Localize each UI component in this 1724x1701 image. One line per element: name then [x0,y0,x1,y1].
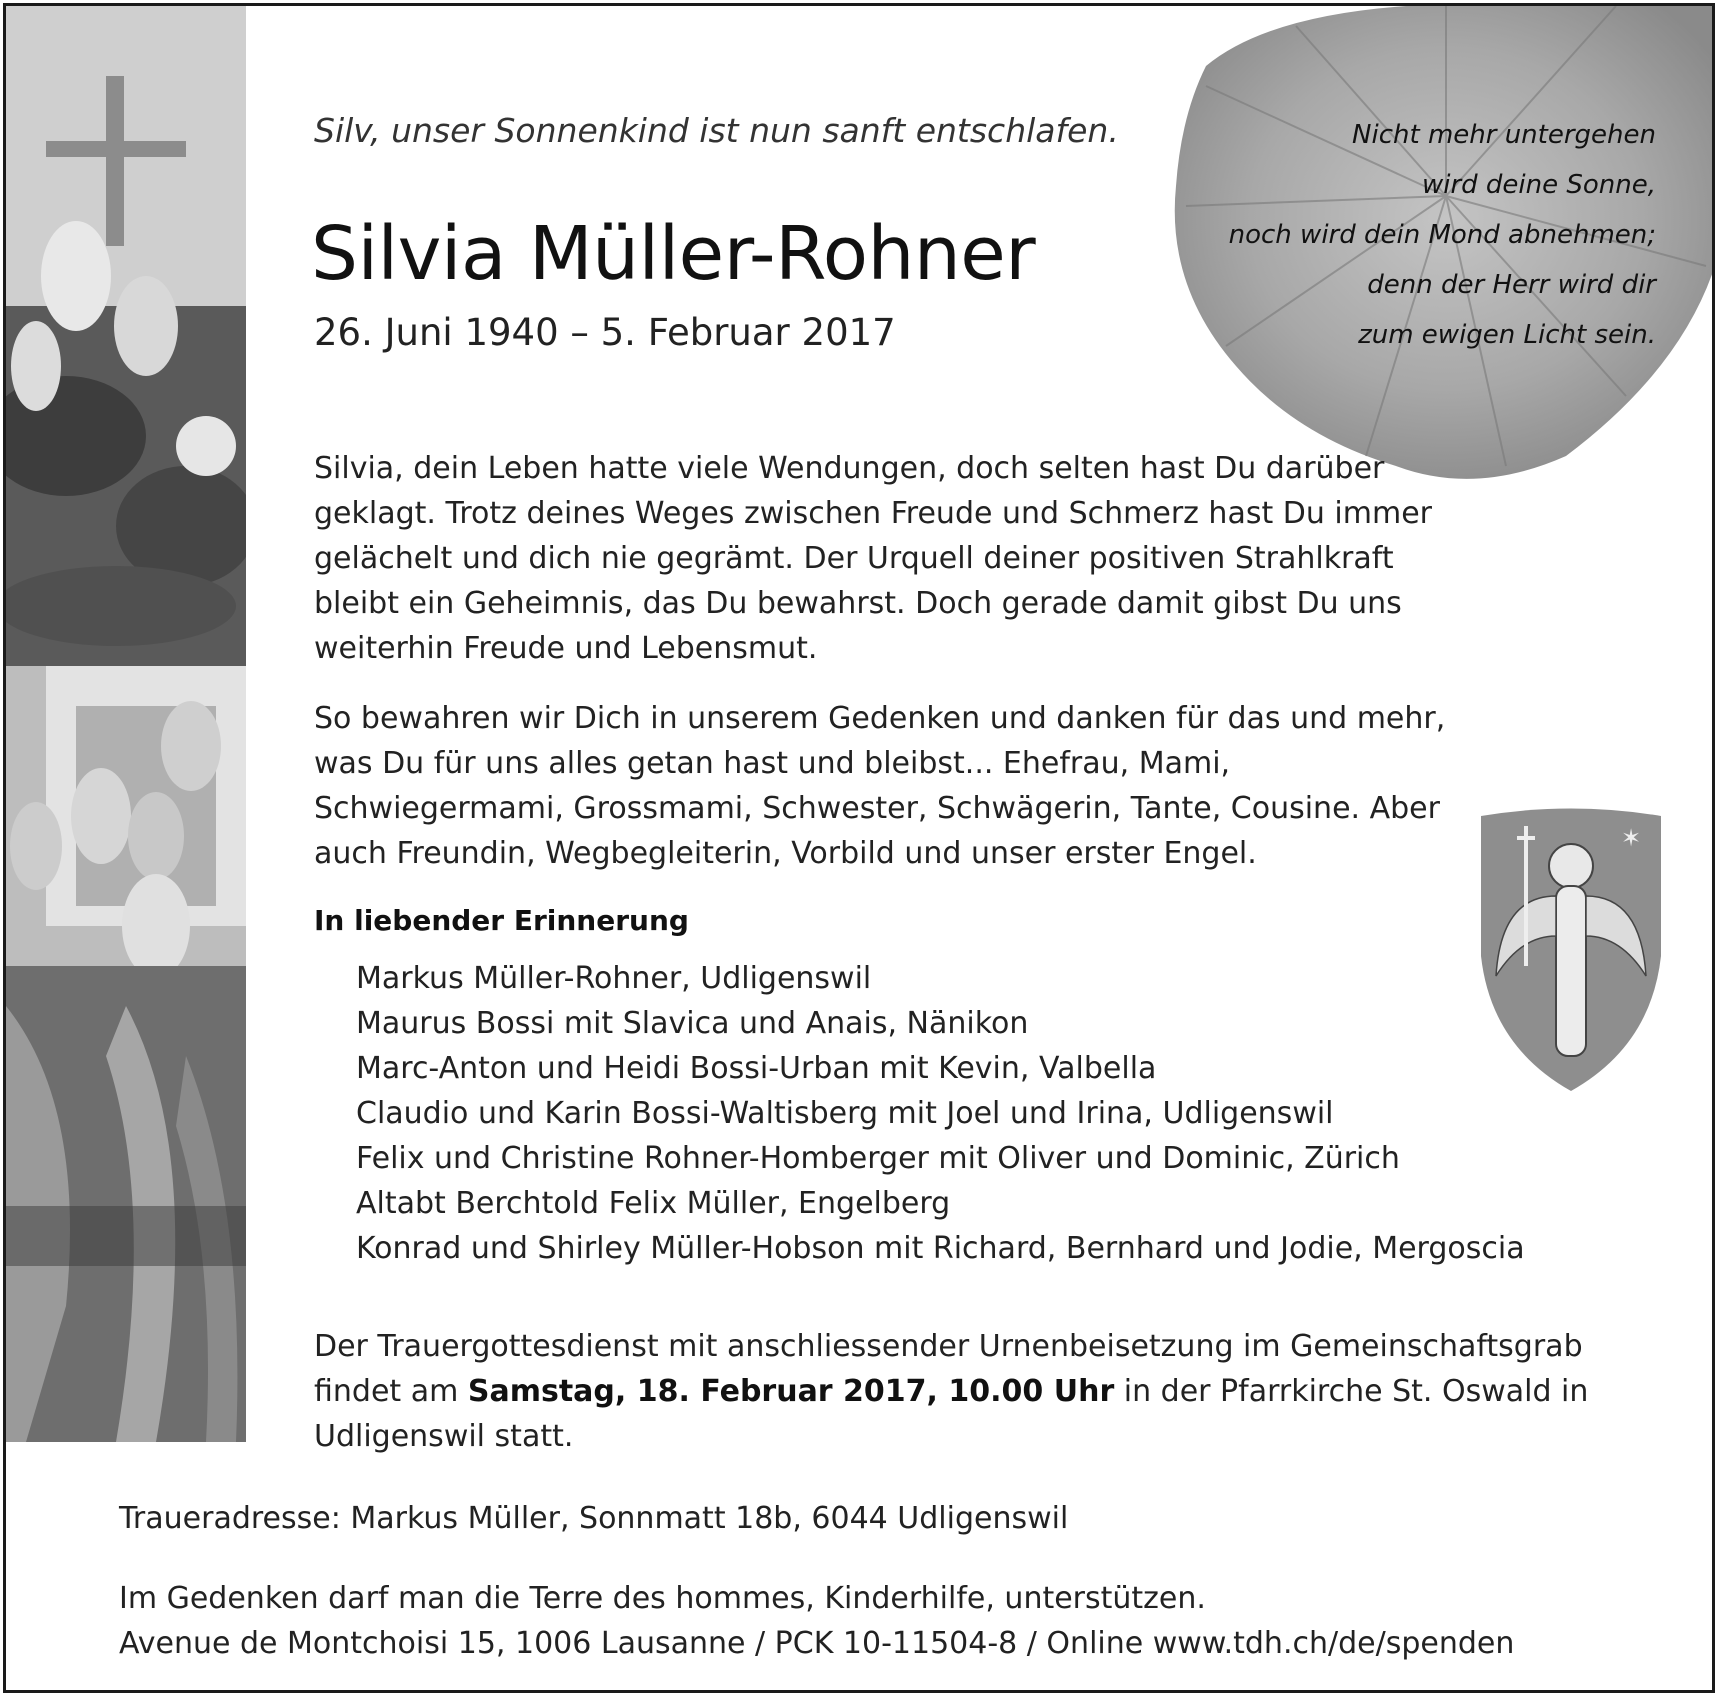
list-item: Maurus Bossi mit Slavica und Anais, Nänikon [356,1006,1029,1041]
funeral-service-info [314,1324,1614,1459]
donation-line: Im Gedenken darf man die Terre des hommes, Kinderhilfe, unterstützen. [119,1581,1206,1616]
tribute-text [314,446,1464,876]
deceased-name: Silvia Müller-Rohner [311,211,1036,297]
mourners-list [356,956,1525,1271]
list-item: Konrad und Shirley Müller-Hobson mit Richard, Bernhard und Jodie, Mergoscia [356,1231,1525,1266]
remembrance-heading: In liebender Erinnerung [314,904,689,937]
intro-line: Silv, unser Sonnenkind ist nun sanft entschlafen. [314,111,1119,150]
service-text-after: in der Pfarrkirche St. Oswald in Udligenswil statt. [314,1374,1589,1454]
tulips-cross-photo [6,6,246,1442]
obituary-frame [3,3,1715,1693]
donation-line: Avenue de Montchoisi 15, 1006 Lausanne / PCK 10-11504-8 / Online www.tdh.ch/de/spenden [119,1626,1515,1661]
quote-line: wird deine Sonne, [1421,170,1656,200]
list-item: Altabt Berchtold Felix Müller, Engelberg [356,1186,951,1221]
tribute-paragraph: Silvia, dein Leben hatte viele Wendungen, doch selten hast Du darüber geklagt. Trotz deines Weges zwischen Freude und Schmerz hast Du immer gelächelt und dich nie gegrämt. Der Urquell deiner positiven Strahlkraft bleibt ein Geheimnis, das Du bewahrst. Doch gerade damit gibst Du uns weiterhin Freude und Lebensmut. [314,451,1432,666]
bible-quote [1136,110,1656,360]
svg-text:✶: ✶ [1621,824,1642,852]
quote-line: noch wird dein Mond abnehmen; [1228,220,1656,250]
tribute-paragraph: So bewahren wir Dich in unserem Gedenken und danken für das und mehr, was Du für uns alles getan hast und bleibst... Ehefrau, Mami, Schwiegermami, Grossmami, Schwester, Schwägerin, Tante, Cousine. Aber auch Freundin, Wegbegleiterin, Vorbild und unser erster Engel. [314,701,1446,871]
service-date-time: Samstag, 18. Februar 2017, 10.00 Uhr [467,1374,1115,1409]
donation-info [119,1576,1514,1666]
list-item: Markus Müller-Rohner, Udligenswil [356,961,872,996]
quote-line: Nicht mehr untergehen [1352,120,1656,150]
list-item: Claudio und Karin Bossi-Waltisberg mit Joel und Irina, Udligenswil [356,1096,1334,1131]
life-dates: 26. Juni 1940 – 5. Februar 2017 [314,311,896,354]
quote-line: zum ewigen Licht sein. [1358,320,1656,350]
list-item: Marc-Anton und Heidi Bossi-Urban mit Kevin, Valbella [356,1051,1157,1086]
service-text-before: Der Trauergottesdienst mit anschliessender Urnenbeisetzung im Gemeinschaftsgrab findet am [314,1329,1583,1409]
mourning-address: Traueradresse: Markus Müller, Sonnmatt 18b, 6044 Udligenswil [119,1501,1069,1536]
quote-line: denn der Herr wird dir [1367,270,1656,300]
list-item: Felix und Christine Rohner-Homberger mit Oliver und Dominic, Zürich [356,1141,1400,1176]
